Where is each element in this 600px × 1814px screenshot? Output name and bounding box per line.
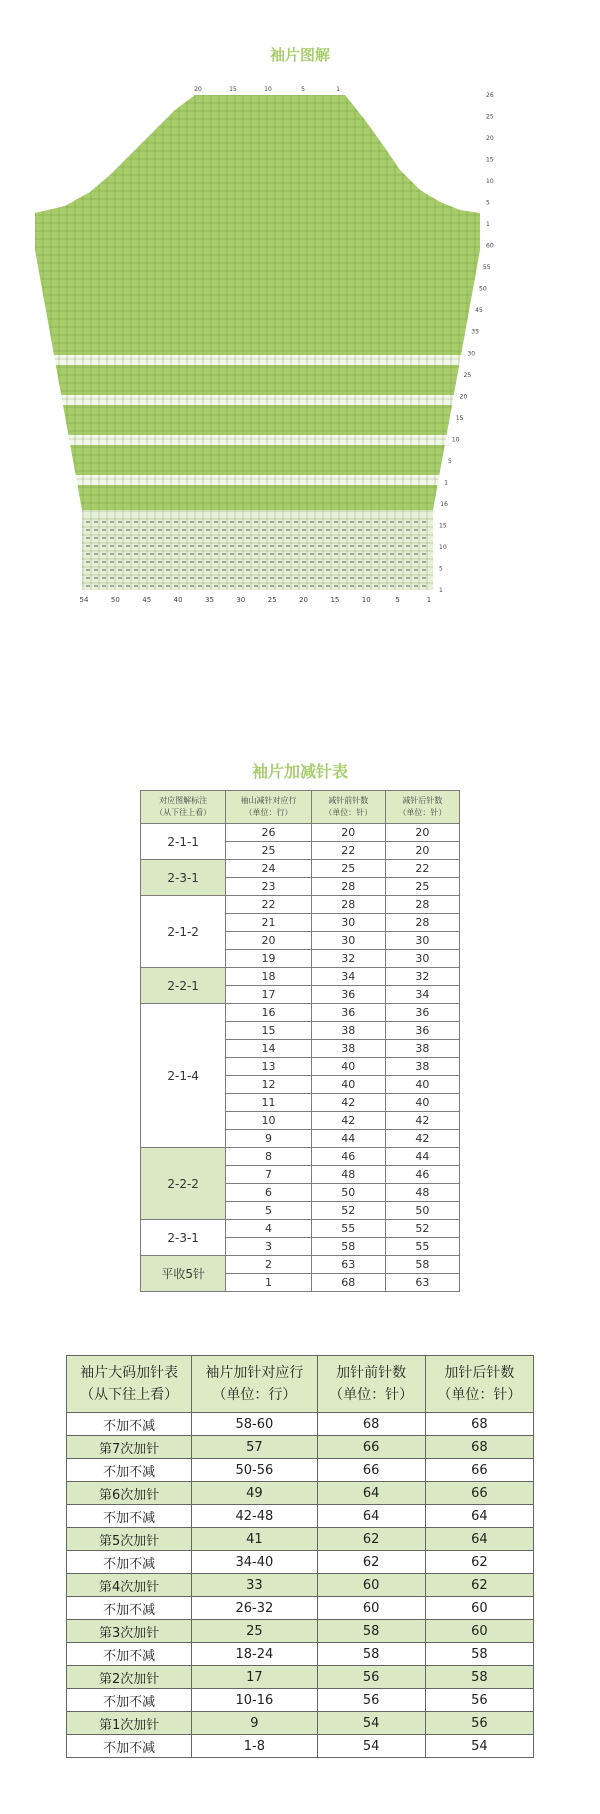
table-cell: 不加不减 [67,1551,192,1574]
stitch-label: 5 [301,86,305,93]
row-label: 5 [486,199,490,207]
table-cell: 54 [317,1712,425,1735]
table-cell: 55 [385,1238,459,1256]
table-row [141,824,460,842]
table-row [67,1643,534,1666]
group-label: 平收5针 [141,1256,226,1292]
table-cell: 38 [311,1040,385,1058]
table-cell: 第4次加针 [67,1574,192,1597]
header-cell: 袖片大码加针表 （从下往上看） [67,1356,192,1413]
table-cell: 4 [226,1220,311,1238]
table-cell: 68 [317,1413,425,1436]
table-cell: 38 [385,1058,459,1076]
stitch-label: 10 [264,86,272,93]
table-cell: 13 [226,1058,311,1076]
table-cell: 第1次加针 [67,1712,192,1735]
table-cell: 56 [425,1712,533,1735]
group-label: 2-2-2 [141,1148,226,1220]
table-cell: 20 [385,824,459,842]
table-cell: 58 [425,1666,533,1689]
table-cell: 22 [226,896,311,914]
increase-table-header [67,1356,534,1413]
stitch-label: 54 [79,596,89,604]
table-cell: 28 [311,878,385,896]
row-label: 10 [486,178,494,186]
table-cell: 40 [311,1058,385,1076]
table-cell: 22 [311,842,385,860]
table-cell: 58 [425,1643,533,1666]
table-cell: 25 [311,860,385,878]
table-cell: 44 [311,1130,385,1148]
table-cell: 50 [385,1202,459,1220]
table-cell: 55 [311,1220,385,1238]
header-cell: 减针后针数 （单位：针） [385,791,459,824]
table-cell: 30 [311,914,385,932]
table-cell: 6 [226,1184,311,1202]
table-cell: 36 [311,1004,385,1022]
table-cell: 第2次加针 [67,1666,192,1689]
header-cell: 袖片加针对应行 （单位：行） [192,1356,317,1413]
table-cell: 17 [192,1666,317,1689]
table-cell: 50-56 [192,1459,317,1482]
table-cell: 16 [226,1004,311,1022]
sleeve-body [35,95,480,510]
table-cell: 63 [311,1256,385,1274]
table-row [67,1482,534,1505]
table-cell: 30 [311,932,385,950]
stitch-label: 50 [110,596,120,604]
table-cell: 不加不减 [67,1643,192,1666]
table-cell: 40 [385,1076,459,1094]
stitch-label: 45 [142,596,152,604]
stitch-label: 20 [194,86,202,93]
table-cell: 10 [226,1112,311,1130]
table-row [141,1148,460,1166]
table-cell: 不加不减 [67,1735,192,1758]
table-cell: 68 [425,1413,533,1436]
row-label: 35 [471,328,479,336]
table-cell: 15 [226,1022,311,1040]
stitch-label: 25 [267,596,277,604]
table-cell: 1 [226,1274,311,1292]
row-label: 15 [439,522,447,530]
row-label: 50 [479,285,487,293]
table-cell: 42 [385,1130,459,1148]
table-row [67,1551,534,1574]
table-cell: 不加不减 [67,1597,192,1620]
table-cell: 52 [311,1202,385,1220]
table-cell: 64 [317,1505,425,1528]
table-cell: 20 [226,932,311,950]
table-cell: 22 [385,860,459,878]
table-cell: 1-8 [192,1735,317,1758]
table-cell: 46 [385,1166,459,1184]
table-cell: 60 [317,1597,425,1620]
table-cell: 54 [425,1735,533,1758]
row-label: 1 [486,221,490,229]
table-cell: 36 [385,1004,459,1022]
row-label: 5 [448,457,452,465]
header-cell: 加针前针数 （单位：针） [317,1356,425,1413]
table-cell: 60 [425,1597,533,1620]
table-cell: 60 [317,1574,425,1597]
table-row [67,1574,534,1597]
table-row [67,1620,534,1643]
table-row [67,1528,534,1551]
table-cell: 第6次加针 [67,1482,192,1505]
row-label: 20 [486,135,494,143]
table-cell: 21 [226,914,311,932]
stitch-label: 5 [395,596,400,604]
header-cell: 减针前针数 （单位：针） [311,791,385,824]
row-label: 5 [439,565,443,573]
group-label: 2-1-1 [141,824,226,860]
stitch-label: 15 [229,86,237,93]
table-cell: 62 [317,1551,425,1574]
table-row [67,1597,534,1620]
table-cell: 63 [385,1274,459,1292]
header-cell: 对应图解标注 （从下往上看） [141,791,226,824]
table-cell: 66 [425,1459,533,1482]
table-cell: 32 [385,968,459,986]
shaping-table-header [141,791,460,824]
table-cell: 5 [226,1202,311,1220]
stitch-label: 30 [236,596,246,604]
group-label: 2-3-1 [141,860,226,896]
table-cell: 25 [385,878,459,896]
table-cell: 52 [385,1220,459,1238]
table-cell: 24 [226,860,311,878]
table-cell: 11 [226,1094,311,1112]
increase-band [68,435,446,445]
row-label: 20 [459,393,468,401]
table-row [141,968,460,986]
table-cell: 42 [311,1112,385,1130]
row-label: 45 [475,307,483,315]
table-cell: 62 [425,1551,533,1574]
header-cell: 袖山减针对应行 （单位：行） [226,791,311,824]
table-cell: 17 [226,986,311,1004]
table-cell: 44 [385,1148,459,1166]
row-label: 1 [444,479,448,487]
table-cell: 64 [317,1482,425,1505]
table-cell: 19 [226,950,311,968]
row-label: 10 [439,543,447,551]
stitch-label: 1 [336,86,340,93]
table-cell: 40 [311,1076,385,1094]
table-cell: 34 [311,968,385,986]
table-cell: 60 [425,1620,533,1643]
sleeve-increase-table [66,1355,534,1758]
table-cell: 3 [226,1238,311,1256]
table-cell: 第7次加针 [67,1436,192,1459]
table-cell: 30 [385,932,459,950]
table-cell: 18-24 [192,1643,317,1666]
group-label: 2-1-4 [141,1004,226,1148]
table-cell: 20 [311,824,385,842]
table-cell: 18 [226,968,311,986]
table-cell: 66 [317,1436,425,1459]
table-row [141,896,460,914]
row-label: 25 [486,113,494,121]
row-label: 26 [486,92,494,99]
table-row [67,1413,534,1436]
table-cell: 66 [425,1482,533,1505]
stitch-label: 40 [173,596,183,604]
table-cell: 34 [385,986,459,1004]
table-cell: 68 [425,1436,533,1459]
table-cell: 25 [226,842,311,860]
row-label: 16 [440,500,448,508]
row-label: 15 [486,156,494,164]
table-cell: 64 [425,1528,533,1551]
table-cell: 58 [317,1643,425,1666]
table-cell: 不加不减 [67,1505,192,1528]
stitch-label: 35 [204,596,214,604]
table-cell: 不加不减 [67,1459,192,1482]
table-cell: 42-48 [192,1505,317,1528]
table-cell: 9 [226,1130,311,1148]
table-title: 袖片加减针表 [251,762,348,781]
stitch-label: 15 [330,596,340,604]
table-row [67,1436,534,1459]
table-row [141,860,460,878]
group-label: 2-3-1 [141,1220,226,1256]
table-cell: 62 [317,1528,425,1551]
stitch-label: 10 [361,596,371,604]
table-cell: 28 [385,896,459,914]
table-row [141,1004,460,1022]
table-row [67,1735,534,1758]
stitch-label: 20 [299,596,309,604]
table-cell: 7 [226,1166,311,1184]
table-cell: 28 [311,896,385,914]
table-cell: 9 [192,1712,317,1735]
table-cell: 12 [226,1076,311,1094]
table-cell: 25 [192,1620,317,1643]
row-label: 30 [467,350,476,358]
table-cell: 8 [226,1148,311,1166]
increase-band [76,475,440,485]
table-cell: 48 [385,1184,459,1202]
table-cell: 30 [385,950,459,968]
table-cell: 20 [385,842,459,860]
table-cell: 58 [317,1620,425,1643]
table-cell: 49 [192,1482,317,1505]
table-cell: 46 [311,1148,385,1166]
table-cell: 42 [311,1094,385,1112]
table-cell: 38 [311,1022,385,1040]
table-row [67,1689,534,1712]
table-cell: 不加不减 [67,1689,192,1712]
table-row [67,1712,534,1735]
table-cell: 56 [317,1689,425,1712]
table-cell: 34-40 [192,1551,317,1574]
table-cell: 57 [192,1436,317,1459]
table-cell: 36 [385,1022,459,1040]
table-cell: 58 [385,1256,459,1274]
table-row [67,1505,534,1528]
table-cell: 36 [311,986,385,1004]
table-cell: 38 [385,1040,459,1058]
table-cell: 不加不减 [67,1413,192,1436]
table-cell: 56 [425,1689,533,1712]
table-cell: 54 [317,1735,425,1758]
row-label: 10 [451,436,460,444]
table-cell: 64 [425,1505,533,1528]
row-label: 15 [455,414,464,422]
header-cell: 加针后针数 （单位：针） [425,1356,533,1413]
table-cell: 40 [385,1094,459,1112]
table-cell: 48 [311,1166,385,1184]
row-label: 60 [486,242,494,250]
row-label: 55 [482,264,491,272]
table-cell: 58-60 [192,1413,317,1436]
table-cell: 10-16 [192,1689,317,1712]
row-label: 25 [463,371,472,379]
table-cell: 14 [226,1040,311,1058]
table-cell: 50 [311,1184,385,1202]
sleeve-cap-shaping-table [140,790,460,1292]
table-cell: 2 [226,1256,311,1274]
table-row [141,1256,460,1274]
table-cell: 23 [226,878,311,896]
table-cell: 66 [317,1459,425,1482]
table-row [67,1459,534,1482]
table-cell: 56 [317,1666,425,1689]
table-cell: 26 [226,824,311,842]
table-cell: 28 [385,914,459,932]
sleeve-chart [20,86,580,710]
table-row [141,1220,460,1238]
table-cell: 33 [192,1574,317,1597]
table-cell: 41 [192,1528,317,1551]
table-row [67,1666,534,1689]
group-label: 2-2-1 [141,968,226,1004]
stitch-label: 1 [426,596,432,604]
chart-title: 袖片图解 [269,46,330,64]
table-cell: 26-32 [192,1597,317,1620]
table-cell: 第3次加针 [67,1620,192,1643]
group-label: 2-1-2 [141,896,226,968]
row-label: 1 [439,587,443,594]
table-cell: 62 [425,1574,533,1597]
table-cell: 68 [311,1274,385,1292]
table-cell: 第5次加针 [67,1528,192,1551]
table-cell: 58 [311,1238,385,1256]
table-cell: 42 [385,1112,459,1130]
table-cell: 32 [311,950,385,968]
